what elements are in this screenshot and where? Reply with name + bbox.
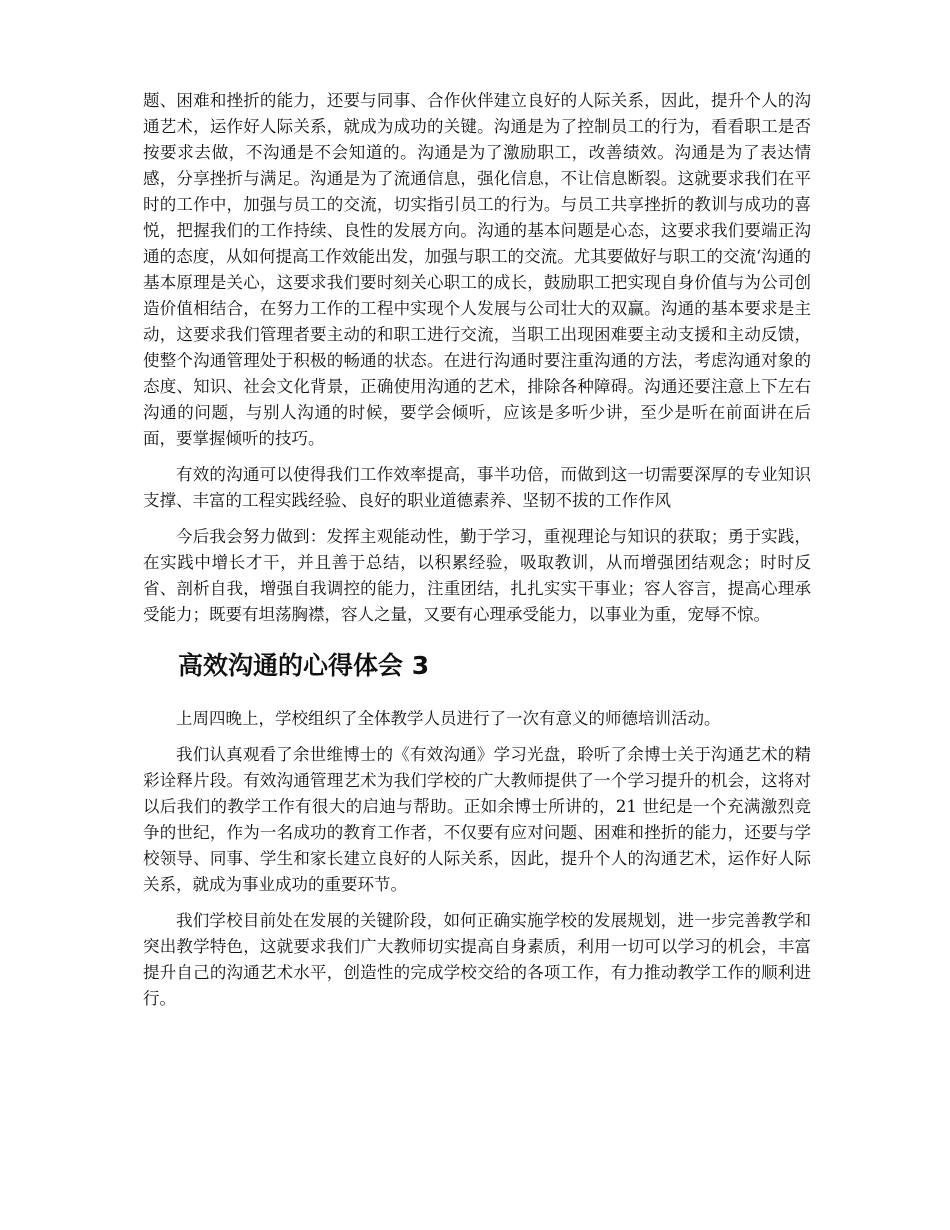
paragraph-efficiency: 有效的沟通可以使得我们工作效率提高，事半功倍，而做到这一切需要深厚的专业知识支撑、丰富的工程实践经验、良好的职业道德素养、坚韧不拔的工作作风 (143, 465, 811, 510)
section-heading: 高效沟通的心得体会 3 (178, 651, 430, 680)
paragraph-training-event: 上周四晚上，学校组织了全体教学人员进行了一次有意义的师德培训活动。 (176, 709, 721, 728)
document-page (143, 88, 811, 1012)
paragraph-watching-disc: 我们认真观看了余世维博士的《有效沟通》学习光盘，聆听了余博士关于沟通艺术的精彩诠释片段。有效沟通管理艺术为我们学校的广大教师提供了一个学习提升的机会，这将对以后我们的教学工作有很大的启迪与帮助。正如余博士所讲的，21 世纪是一个充满激烈竞争的世纪，作为一名成功的教育工作者，不仅要有应对问题、困难和挫折的能力，还要与学校领导、同事、学生和家长建立良好的人际关系，因此，提升个人的沟通艺术，运作好人际关系，就成为事业成功的重要环节。 (143, 745, 811, 894)
paragraph-continuation: 题、困难和挫折的能力，还要与同事、合作伙伴建立良好的人际关系，因此，提升个人的沟通艺术，运作好人际关系，就成为成功的关键。沟通是为了控制员工的行为，看看职工是否按要求去做，不沟通是不会知道的。沟通是为了激励职工，改善绩效。沟通是为了表达情感，分享挫折与满足。沟通是为了流通信息，强化信息，不让信息断裂。这就要求我们在平时的工作中，加强与员工的交流，切实指引员工的行为。与员工共享挫折的教训与成功的喜悦，把握我们的工作持续、良性的发展方向。沟通的基本问题是心态，这要求我们要端正沟通的态度，从如何提高工作效能出发，加强与职工的交流。尤其要做好与职工的交流‘沟通的基本原理是关心，这要求我们要时刻关心职工的成长，鼓励职工把实现自身价值与为公司创造价值相结合，在努力工作的工程中实现个人发展与公司壮大的双赢。沟通的基本要求是主动，这要求我们管理者要主动的和职工进行交流，当职工出现困难要主动支援和主动反馈，使整个沟通管理处于积极的畅通的状态。在进行沟通时要注重沟通的方法，考虑沟通对象的态度、知识、社会文化背景，正确使用沟通的艺术，排除各种障碍。沟通还要注意上下左右沟通的问题，与别人沟通的时候，要学会倾听，应该是多听少讲，至少是听在前面讲在后面，要掌握倾听的技巧。 (143, 91, 811, 448)
paragraph-future-goals: 今后我会努力做到：发挥主观能动性，勤于学习，重视理论与知识的获取；勇于实践，在实践中增长才干，并且善于总结，以积累经验，吸取教训，从而增强团结观念；时时反省、剖析自我，增强自我调控的能力，注重团结，扎扎实实干事业；容人容言，提高心理承受能力；既要有坦荡胸襟，容人之量，又要有心理承受能力，以事业为重，宠辱不惊。 (143, 527, 811, 624)
paragraph-school-development: 我们学校目前处在发展的关键阶段，如何正确实施学校的发展规划，进一步完善教学和突出教学特色，这就要求我们广大教师切实提高自身素质，利用一切可以学习的机会，丰富提升自己的沟通艺术水平，创造性的完成学校交给的各项工作，有力推动教学工作的顺利进行。 (143, 911, 811, 1008)
